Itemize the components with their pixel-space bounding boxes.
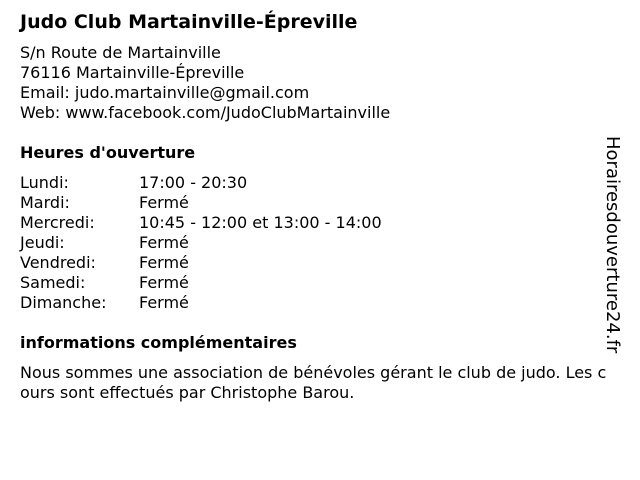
hours-row-friday — [20, 253, 610, 273]
hours-row-wednesday — [20, 213, 610, 233]
page-title: Judo Club Martainville-Épreville — [20, 11, 358, 33]
hours-table — [20, 173, 610, 313]
address-block — [20, 43, 610, 123]
hours-row-thursday — [20, 233, 610, 253]
day-hours: Fermé — [139, 193, 189, 212]
day-label: Lundi: — [20, 173, 69, 192]
hours-heading: Heures d'ouverture — [20, 143, 196, 162]
day-label: Mardi: — [20, 193, 70, 212]
postal-city: 76116 Martainville-Épreville — [20, 63, 245, 82]
day-hours: Fermé — [139, 233, 189, 252]
hours-row-sunday — [20, 293, 610, 313]
street-address: S/n Route de Martainville — [20, 43, 221, 62]
day-label: Jeudi: — [20, 233, 65, 252]
day-label: Samedi: — [20, 273, 86, 292]
day-hours: Fermé — [139, 273, 189, 292]
hours-row-monday — [20, 173, 610, 193]
day-hours: 17:00 - 20:30 — [139, 173, 248, 192]
business-info-card — [20, 10, 610, 403]
day-label: Dimanche: — [20, 293, 107, 312]
day-label: Vendredi: — [20, 253, 96, 272]
site-watermark: Horairesdouverture24.fr — [602, 136, 623, 354]
info-description: Nous sommes une association de bénévoles gérant le club de judo. Les cours sont effectués par Christophe Barou. — [20, 363, 607, 402]
hours-row-tuesday — [20, 193, 610, 213]
email-line: Email: judo.martainville@gmail.com — [20, 83, 310, 102]
website-line: Web: www.facebook.com/JudoClubMartainville — [20, 103, 391, 122]
day-label: Mercredi: — [20, 213, 95, 232]
hours-row-saturday — [20, 273, 610, 293]
day-hours: 10:45 - 12:00 et 13:00 - 14:00 — [139, 213, 382, 232]
info-heading: informations complémentaires — [20, 333, 297, 352]
day-hours: Fermé — [139, 293, 189, 312]
day-hours: Fermé — [139, 253, 189, 272]
